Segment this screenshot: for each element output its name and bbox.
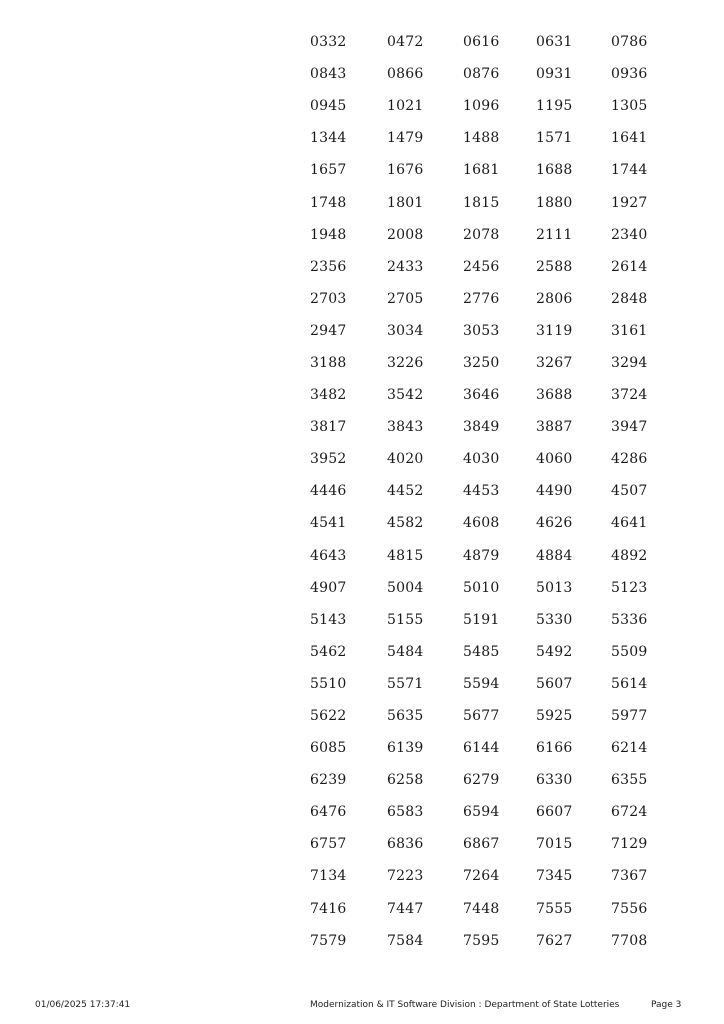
number-cell: 3053	[463, 322, 500, 339]
number-cell: 1641	[611, 130, 648, 147]
table-row	[310, 507, 670, 539]
number-cell: 7416	[310, 900, 347, 917]
page-footer	[0, 1000, 724, 1014]
number-cell: 4582	[387, 515, 424, 532]
table-row	[310, 475, 670, 507]
number-cell: 1801	[387, 194, 424, 211]
number-cell: 5594	[463, 675, 500, 692]
number-cell: 3849	[463, 419, 500, 436]
number-cell: 5492	[536, 643, 573, 660]
number-cell: 4608	[463, 515, 500, 532]
number-cell: 3161	[611, 322, 648, 339]
number-cell: 4892	[611, 547, 648, 564]
number-cell: 4060	[536, 451, 573, 468]
number-cell: 4507	[611, 483, 648, 500]
table-row	[310, 283, 670, 315]
number-cell: 4020	[387, 451, 424, 468]
number-cell: 5677	[463, 708, 500, 725]
number-cell: 7448	[463, 900, 500, 917]
number-cell: 4030	[463, 451, 500, 468]
number-cell: 3294	[611, 354, 648, 371]
footer-organization: Modernization & IT Software Division : Department of State Lotteries	[310, 1000, 620, 1010]
number-cell: 2356	[310, 258, 347, 275]
number-cell: 7264	[463, 868, 500, 885]
number-cell: 5330	[536, 611, 573, 628]
number-cell: 0332	[310, 34, 347, 51]
number-cell: 2456	[463, 258, 500, 275]
number-cell: 0616	[463, 34, 500, 51]
number-cell: 6836	[387, 836, 424, 853]
number-cell: 3542	[387, 387, 424, 404]
table-row	[310, 828, 670, 860]
number-cell: 5143	[310, 611, 347, 628]
number-cell: 5013	[536, 579, 573, 596]
number-cell: 1657	[310, 162, 347, 179]
number-cell: 5191	[463, 611, 500, 628]
number-cell: 6239	[310, 772, 347, 789]
number-cell: 1305	[611, 98, 648, 115]
number-cell: 2433	[387, 258, 424, 275]
number-cell: 4643	[310, 547, 347, 564]
table-row	[310, 347, 670, 379]
number-cell: 7345	[536, 868, 573, 885]
table-row	[310, 604, 670, 636]
number-cell: 4446	[310, 483, 347, 500]
number-cell: 5462	[310, 643, 347, 660]
number-cell: 7584	[387, 932, 424, 949]
number-cell: 4452	[387, 483, 424, 500]
number-cell: 3688	[536, 387, 573, 404]
table-row	[310, 186, 670, 218]
number-cell: 3952	[310, 451, 347, 468]
table-row	[310, 893, 670, 925]
number-cell: 1880	[536, 194, 573, 211]
number-cell: 5622	[310, 708, 347, 725]
table-row	[310, 764, 670, 796]
table-row	[310, 700, 670, 732]
table-row	[310, 443, 670, 475]
number-cell: 4641	[611, 515, 648, 532]
number-cell: 1744	[611, 162, 648, 179]
number-cell: 5607	[536, 675, 573, 692]
number-cell: 0876	[463, 66, 500, 83]
table-row	[310, 315, 670, 347]
number-cell: 6330	[536, 772, 573, 789]
number-cell: 2703	[310, 290, 347, 307]
number-cell: 4879	[463, 547, 500, 564]
number-cell: 5925	[536, 708, 573, 725]
table-row	[310, 58, 670, 90]
table-row	[310, 572, 670, 604]
number-cell: 5155	[387, 611, 424, 628]
number-cell: 6144	[463, 740, 500, 757]
number-cell: 0472	[387, 34, 424, 51]
number-cell: 1688	[536, 162, 573, 179]
number-cell: 5123	[611, 579, 648, 596]
number-cell: 4490	[536, 483, 573, 500]
number-cell: 4541	[310, 515, 347, 532]
number-cell: 0931	[536, 66, 573, 83]
number-cell: 3034	[387, 322, 424, 339]
footer-timestamp: 01/06/2025 17:37:41	[35, 1000, 131, 1010]
number-cell: 3267	[536, 354, 573, 371]
number-cell: 7556	[611, 900, 648, 917]
table-row	[310, 796, 670, 828]
number-cell: 1676	[387, 162, 424, 179]
number-cell: 2848	[611, 290, 648, 307]
number-cell: 5004	[387, 579, 424, 596]
winning-numbers-table	[310, 26, 670, 957]
number-cell: 3887	[536, 419, 573, 436]
number-cell: 0843	[310, 66, 347, 83]
number-cell: 6258	[387, 772, 424, 789]
number-cell: 5509	[611, 643, 648, 660]
number-cell: 1948	[310, 226, 347, 243]
table-row	[310, 219, 670, 251]
number-cell: 1021	[387, 98, 424, 115]
table-row	[310, 122, 670, 154]
number-cell: 6085	[310, 740, 347, 757]
number-cell: 4884	[536, 547, 573, 564]
number-cell: 3817	[310, 419, 347, 436]
number-cell: 2078	[463, 226, 500, 243]
number-cell: 7015	[536, 836, 573, 853]
number-cell: 4815	[387, 547, 424, 564]
number-cell: 0631	[536, 34, 573, 51]
number-cell: 6867	[463, 836, 500, 853]
number-cell: 6724	[611, 804, 648, 821]
table-row	[310, 26, 670, 58]
table-row	[310, 154, 670, 186]
number-cell: 3119	[536, 322, 573, 339]
number-cell: 4453	[463, 483, 500, 500]
table-row	[310, 732, 670, 764]
number-cell: 5614	[611, 675, 648, 692]
number-cell: 6279	[463, 772, 500, 789]
number-cell: 5336	[611, 611, 648, 628]
number-cell: 7579	[310, 932, 347, 949]
number-cell: 4286	[611, 451, 648, 468]
number-cell: 3947	[611, 419, 648, 436]
number-cell: 2340	[611, 226, 648, 243]
number-cell: 3646	[463, 387, 500, 404]
number-cell: 7595	[463, 932, 500, 949]
number-cell: 6139	[387, 740, 424, 757]
table-row	[310, 411, 670, 443]
number-cell: 7129	[611, 836, 648, 853]
number-cell: 1748	[310, 194, 347, 211]
number-cell: 3226	[387, 354, 424, 371]
number-cell: 5485	[463, 643, 500, 660]
table-row	[310, 90, 670, 122]
table-row	[310, 860, 670, 892]
number-cell: 6607	[536, 804, 573, 821]
number-cell: 1195	[536, 98, 573, 115]
number-cell: 3843	[387, 419, 424, 436]
number-cell: 7223	[387, 868, 424, 885]
number-cell: 6757	[310, 836, 347, 853]
number-cell: 7447	[387, 900, 424, 917]
number-cell: 6355	[611, 772, 648, 789]
number-cell: 2947	[310, 322, 347, 339]
table-row	[310, 540, 670, 572]
number-cell: 1479	[387, 130, 424, 147]
number-cell: 1681	[463, 162, 500, 179]
number-cell: 7555	[536, 900, 573, 917]
number-cell: 2614	[611, 258, 648, 275]
number-cell: 4907	[310, 579, 347, 596]
number-cell: 0945	[310, 98, 347, 115]
number-cell: 2008	[387, 226, 424, 243]
footer-page-number: Page 3	[651, 1000, 682, 1010]
number-cell: 0866	[387, 66, 424, 83]
number-cell: 2588	[536, 258, 573, 275]
table-row	[310, 925, 670, 957]
table-row	[310, 251, 670, 283]
number-cell: 5977	[611, 708, 648, 725]
number-cell: 3482	[310, 387, 347, 404]
number-cell: 1571	[536, 130, 573, 147]
number-cell: 3724	[611, 387, 648, 404]
number-cell: 4626	[536, 515, 573, 532]
number-cell: 1815	[463, 194, 500, 211]
number-cell: 7627	[536, 932, 573, 949]
number-cell: 6583	[387, 804, 424, 821]
number-cell: 5484	[387, 643, 424, 660]
table-row	[310, 636, 670, 668]
number-cell: 2776	[463, 290, 500, 307]
table-row	[310, 668, 670, 700]
number-cell: 1927	[611, 194, 648, 211]
number-cell: 7708	[611, 932, 648, 949]
number-cell: 0936	[611, 66, 648, 83]
number-cell: 1344	[310, 130, 347, 147]
number-cell: 3188	[310, 354, 347, 371]
number-cell: 5571	[387, 675, 424, 692]
number-cell: 6214	[611, 740, 648, 757]
number-cell: 5635	[387, 708, 424, 725]
number-cell: 7367	[611, 868, 648, 885]
number-cell: 5010	[463, 579, 500, 596]
table-row	[310, 379, 670, 411]
number-cell: 6476	[310, 804, 347, 821]
number-cell: 6594	[463, 804, 500, 821]
number-cell: 6166	[536, 740, 573, 757]
number-cell: 2705	[387, 290, 424, 307]
number-cell: 1096	[463, 98, 500, 115]
number-cell: 1488	[463, 130, 500, 147]
number-cell: 7134	[310, 868, 347, 885]
number-cell: 0786	[611, 34, 648, 51]
number-cell: 5510	[310, 675, 347, 692]
number-cell: 3250	[463, 354, 500, 371]
number-cell: 2806	[536, 290, 573, 307]
number-cell: 2111	[536, 226, 573, 243]
